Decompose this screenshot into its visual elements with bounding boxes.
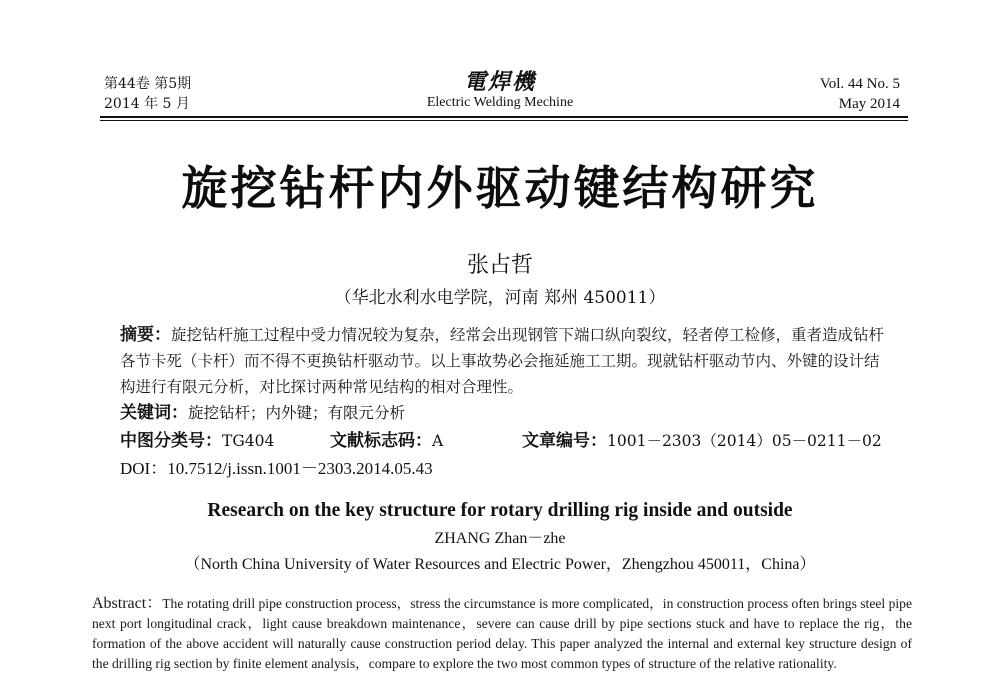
article-number-line xyxy=(522,428,882,454)
abstract-en xyxy=(92,594,912,674)
issue-date: 2014 年 5 月 xyxy=(104,96,190,112)
keywords-line xyxy=(120,400,405,426)
paper-title-cn: 旋挖钻杆内外驱动键结构研究 xyxy=(181,161,819,215)
keywords-text: 旋挖钻杆；内外键；有限元分析 xyxy=(188,404,406,422)
clc-line xyxy=(120,428,274,454)
doi-label: DOI： xyxy=(120,459,168,478)
article-number-label: 文章编号： xyxy=(522,431,607,451)
doc-code-label: 文献标志码： xyxy=(330,431,432,451)
volume-issue: 第44卷 第5期 xyxy=(104,76,192,92)
abstract-text-en: The rotating drill pipe construction process，stress the circumstance is more complicated，in construction process often brings steel pipe next port longitudinal crack，light cause breakdown maintenance，severe can cause drill by pipe sections stuck and have to replace the rig，the formation of the above accident will naturally cause construction period delay. This paper analyzed the internal and external key structure design of the drilling rig section by finite element analysis，compare to explore the two most common types of structure of the relative rationality. xyxy=(92,596,912,671)
doi-value: 10.7512/j.issn.1001－2303.2014.05.43 xyxy=(167,459,433,478)
clc-label: 中图分类号： xyxy=(120,431,222,451)
volume-number-en: Vol. 44 No. 5 xyxy=(819,76,900,92)
abstract-label-en: Abstract： xyxy=(92,595,163,612)
abstract-cn xyxy=(120,322,890,400)
affiliation-cn: （华北水利水电学院，河南 郑州 450011） xyxy=(334,288,666,308)
header-rule-thin xyxy=(100,120,908,121)
journal-volume-en xyxy=(820,74,900,114)
abstract-text-cn: 旋挖钻杆施工过程中受力情况较为复杂，经常会出现钢管下端口纵向裂纹，轻者停工检修，重者造成钻杆各节卡死（卡杆）而不得不更换钻杆驱动节。以上事故势必会拖延施工工期。现就钻杆驱动节内、外键的设计结构进行有限元分析，对比探讨两种常见结构的相对合理性。 xyxy=(120,326,885,396)
journal-logo: 電焊機 xyxy=(463,69,536,95)
journal-name-en: Electric Welding Mechine xyxy=(426,95,574,110)
doc-code-line xyxy=(330,428,443,454)
author-name-en: ZHANG Zhan－zhe xyxy=(434,530,566,547)
doc-code-value: A xyxy=(432,432,444,450)
issue-date-en: May 2014 xyxy=(838,96,900,112)
abstract-label-cn: 摘要： xyxy=(120,325,171,345)
paper-title-en: Research on the key structure for rotary drilling rig inside and outside xyxy=(207,500,793,521)
header-rule-thick xyxy=(100,116,908,118)
doi-line xyxy=(120,456,433,482)
clc-value: TG404 xyxy=(222,432,275,450)
affiliation-en: （North China University of Water Resources and Electric Power，Zhengzhou 450011，China） xyxy=(184,556,816,573)
keywords-label: 关键词： xyxy=(120,403,188,423)
author-name-cn: 张占哲 xyxy=(466,253,533,278)
article-number-value: 1001－2303（2014）05－0211－02 xyxy=(607,432,882,450)
